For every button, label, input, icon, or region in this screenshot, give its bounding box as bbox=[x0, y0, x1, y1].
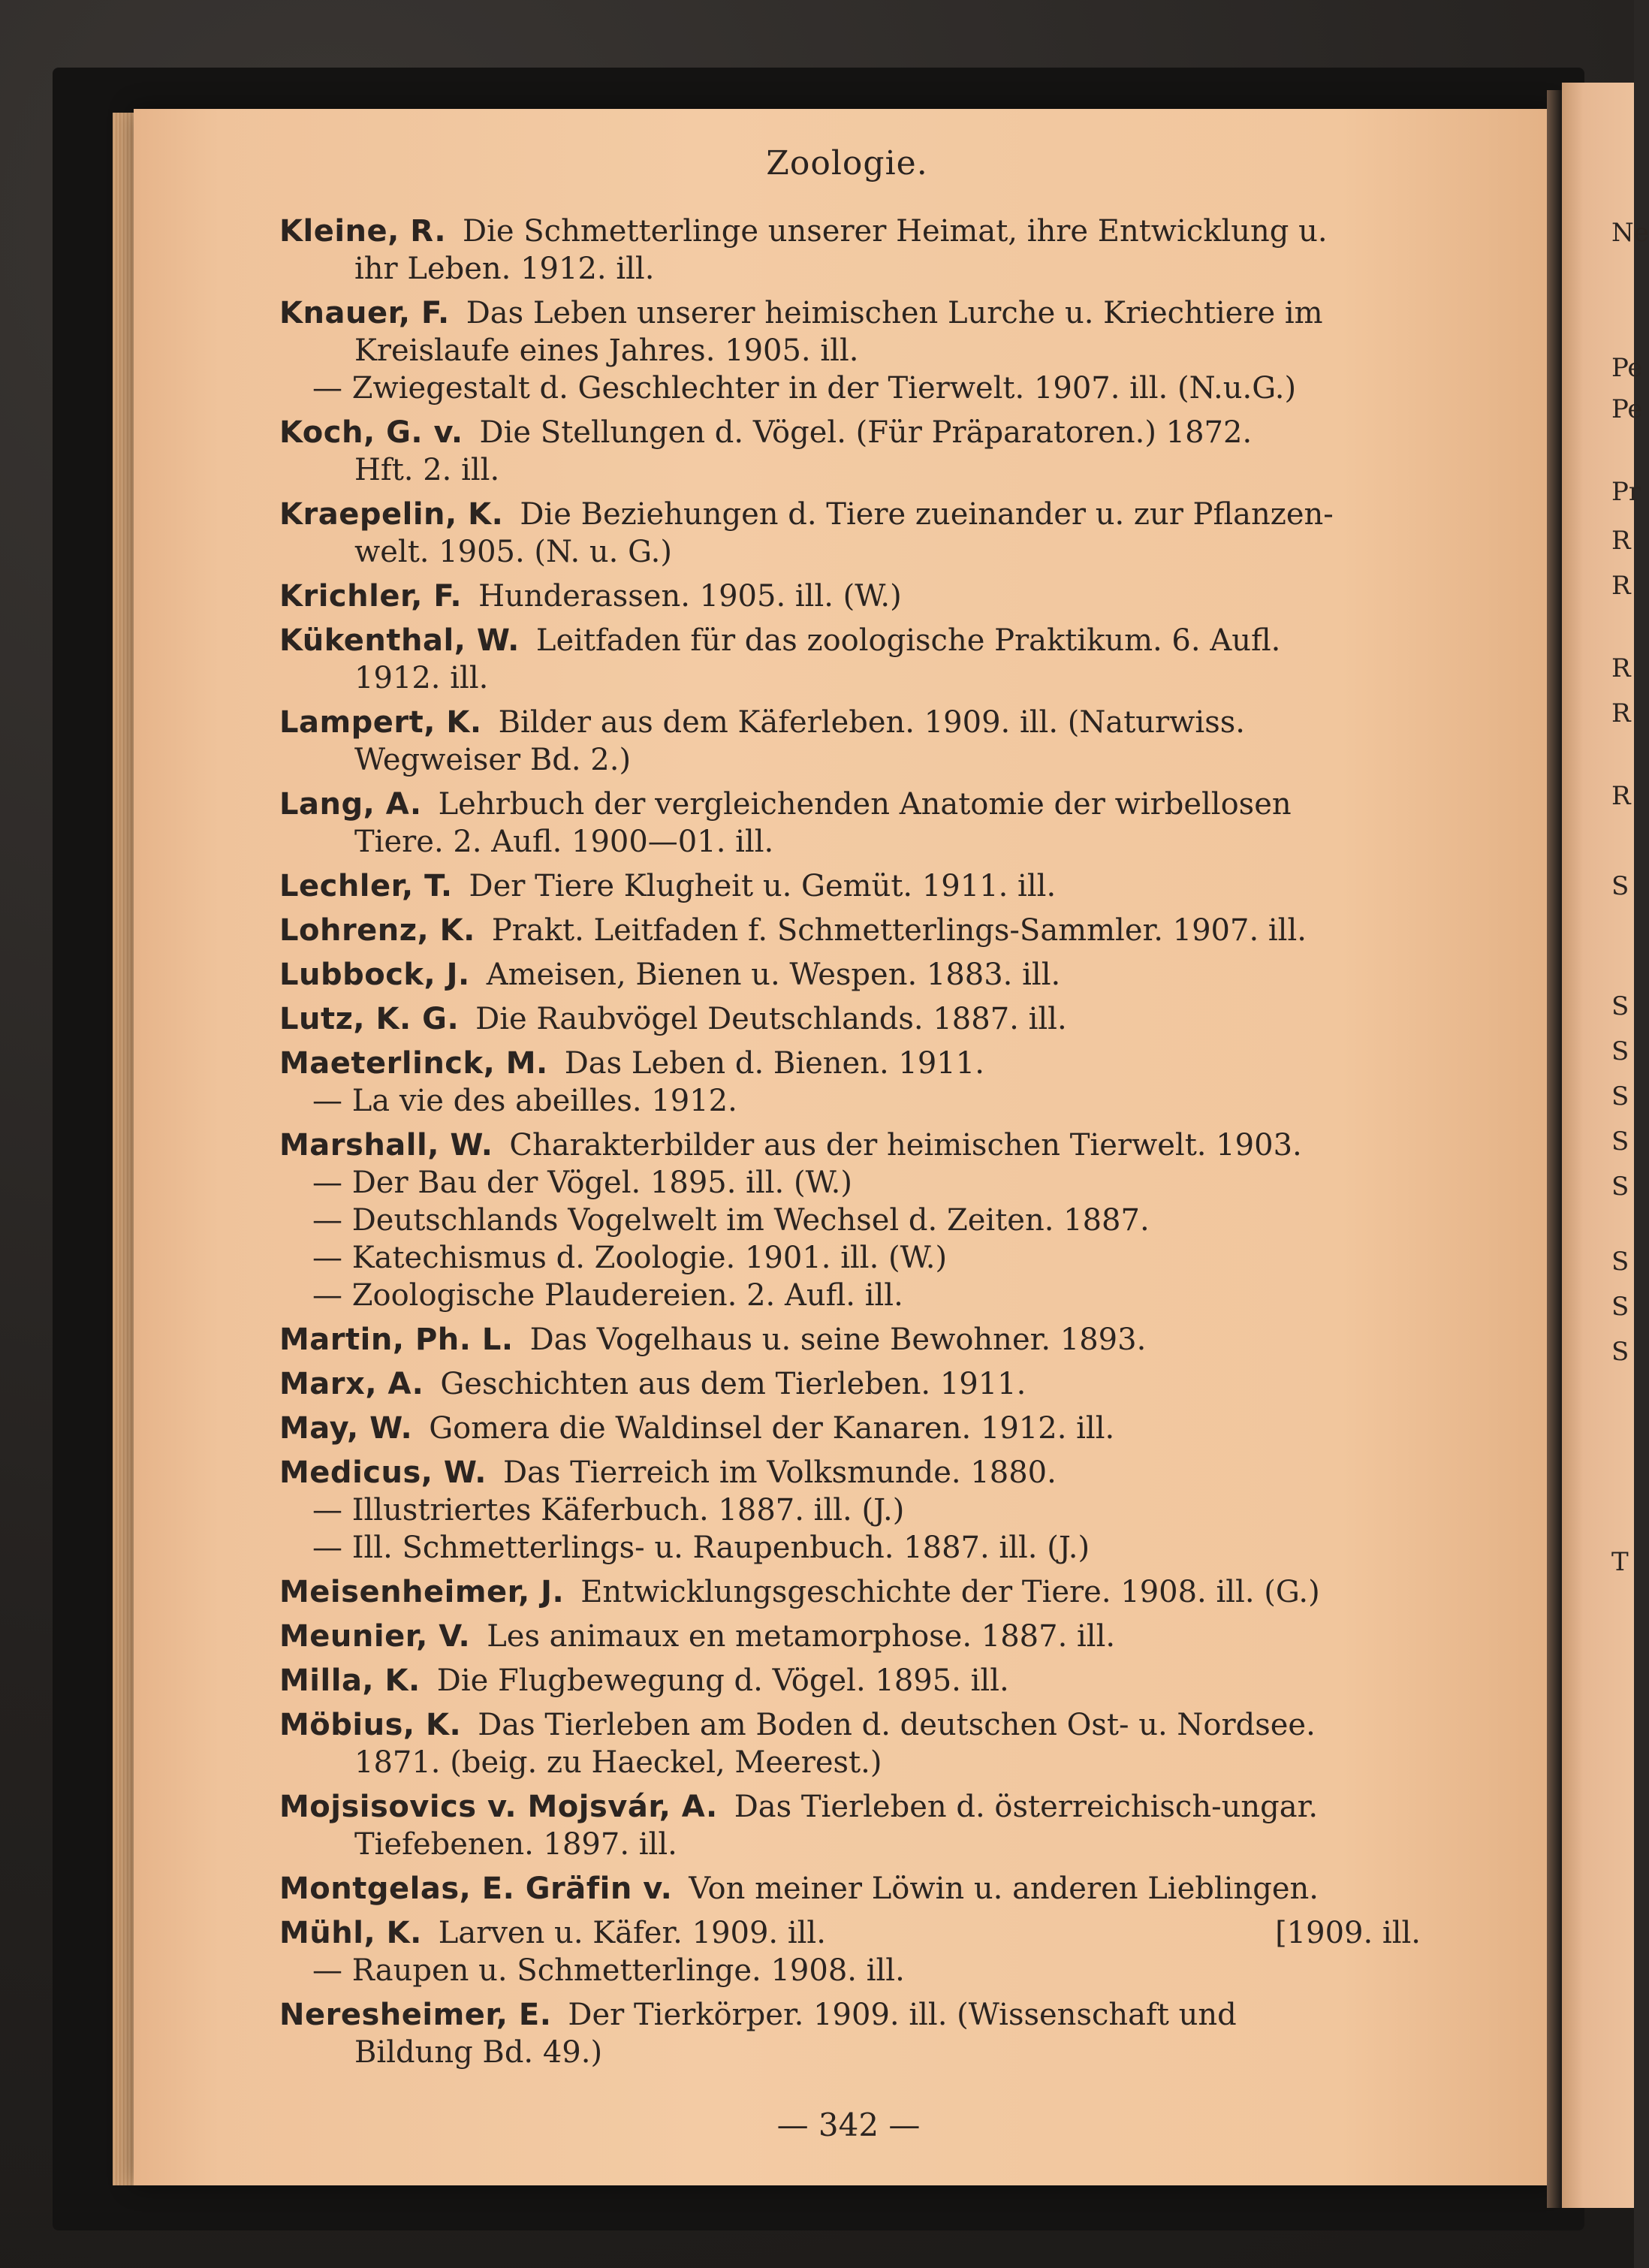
entry-first-line bbox=[279, 704, 1421, 741]
bibliography-entry bbox=[279, 912, 1421, 949]
entry-text: Leitfaden für das zoologische Praktikum. 6. Aufl. bbox=[535, 623, 1281, 658]
bibliography-entry bbox=[279, 1662, 1421, 1699]
adjacent-letter: Pr bbox=[1611, 477, 1641, 507]
author-name: Lang, A. bbox=[279, 787, 422, 822]
adjacent-letter: R bbox=[1611, 526, 1631, 556]
author-name: Milla, K. bbox=[279, 1663, 421, 1698]
bibliography-entry bbox=[279, 956, 1421, 994]
entry-sub-item: — Zoologische Plaudereien. 2. Aufl. ill. bbox=[312, 1278, 903, 1313]
adjacent-letter: S bbox=[1611, 871, 1629, 901]
author-name: Kükenthal, W. bbox=[279, 623, 520, 658]
entry-continuation-line bbox=[279, 741, 1421, 779]
entry-sub-item: — Katechismus d. Zoologie. 1901. ill. (W.) bbox=[312, 1241, 948, 1275]
bibliography-entry bbox=[279, 1870, 1421, 1908]
author-name: Marx, A. bbox=[279, 1367, 424, 1401]
entry-text: Charakterbilder aus der heimischen Tierwelt. 1903. bbox=[509, 1128, 1302, 1163]
adjacent-letter: Pe bbox=[1611, 394, 1643, 424]
bibliography-entry bbox=[279, 1045, 1421, 1120]
bibliography-entry bbox=[279, 1996, 1421, 2071]
entry-continuation-line bbox=[279, 250, 1421, 288]
entry-text: Kreislaufe eines Jahres. 1905. ill. bbox=[354, 333, 859, 368]
entry-first-line bbox=[279, 578, 1421, 615]
entry-text: Die Beziehungen d. Tiere zueinander u. zur Pflanzen- bbox=[520, 497, 1334, 532]
bibliography-entry bbox=[279, 1410, 1421, 1447]
entry-text: Geschichten aus dem Tierleben. 1911. bbox=[440, 1367, 1026, 1401]
adjacent-letter: R bbox=[1611, 698, 1631, 728]
page-header: Zoologie. bbox=[766, 144, 928, 182]
bibliography-entry bbox=[279, 1454, 1421, 1567]
entry-continuation-line bbox=[279, 823, 1421, 861]
entry-text: Das Tierleben am Boden d. deutschen Ost- u. Nordsee. bbox=[478, 1708, 1316, 1742]
entry-first-line bbox=[279, 1454, 1421, 1491]
adjacent-letter: R bbox=[1611, 571, 1631, 601]
entry-continuation-line bbox=[279, 533, 1421, 571]
adjacent-letter: S bbox=[1611, 1172, 1629, 1202]
entry-first-line bbox=[279, 786, 1421, 823]
entry-text: welt. 1905. (N. u. G.) bbox=[354, 535, 672, 569]
entry-text: Von meiner Löwin u. anderen Lieblingen. bbox=[689, 1871, 1319, 1906]
entry-first-line bbox=[279, 1045, 1421, 1082]
adjacent-letter: S bbox=[1611, 1247, 1629, 1277]
entry-first-line bbox=[279, 1321, 1421, 1359]
entry-text: Larven u. Käfer. 1909. ill. bbox=[438, 1916, 826, 1950]
entry-text: Der Tierkörper. 1909. ill. (Wissenschaft und bbox=[568, 1998, 1237, 2032]
entry-continuation-line bbox=[279, 1744, 1421, 1781]
author-name: Meisenheimer, J. bbox=[279, 1575, 565, 1609]
author-name: Neresheimer, E. bbox=[279, 1998, 552, 2032]
author-name: Lampert, K. bbox=[279, 705, 482, 740]
adjacent-letter: S bbox=[1611, 1337, 1629, 1367]
bibliography-entry bbox=[279, 578, 1421, 615]
adjacent-letter: R bbox=[1611, 781, 1631, 811]
author-name: Meunier, V. bbox=[279, 1619, 471, 1654]
entry-text: Les animaux en metamorphose. 1887. ill. bbox=[487, 1619, 1116, 1654]
entry-sub-item: — Ill. Schmetterlings- u. Raupenbuch. 1887. ill. (J.) bbox=[312, 1531, 1090, 1565]
entry-sub-item: — Deutschlands Vogelwelt im Wechsel d. Zeiten. 1887. bbox=[312, 1203, 1150, 1238]
bibliography-entry bbox=[279, 1126, 1421, 1314]
entry-text: Tiefebenen. 1897. ill. bbox=[354, 1827, 677, 1862]
entry-text: Bilder aus dem Käferleben. 1909. ill. (Naturwiss. bbox=[498, 705, 1245, 740]
entry-first-line bbox=[279, 1706, 1421, 1744]
author-name: Mojsisovics v. Mojsvár, A. bbox=[279, 1790, 718, 1824]
entry-text: 1871. (beig. zu Haeckel, Meerest.) bbox=[354, 1745, 882, 1780]
adjacent-letter: R bbox=[1611, 653, 1631, 683]
entry-text: Lehrbuch der vergleichenden Anatomie der wirbellosen bbox=[438, 787, 1292, 822]
bibliography-entry bbox=[279, 294, 1421, 407]
entry-first-line bbox=[279, 1000, 1421, 1038]
entry-continuation-line bbox=[279, 659, 1421, 697]
entry-text: Prakt. Leitfaden f. Schmetterlings-Sammler. 1907. ill. bbox=[491, 913, 1307, 948]
entry-text: Wegweiser Bd. 2.) bbox=[354, 743, 632, 777]
adjacent-letter: S bbox=[1611, 1081, 1629, 1111]
entry-first-line bbox=[279, 1788, 1421, 1826]
entry-continuation-line bbox=[279, 332, 1421, 369]
bibliography-entry bbox=[279, 1000, 1421, 1038]
page-gutter bbox=[1547, 90, 1562, 2208]
entry-continuation-line bbox=[279, 2034, 1421, 2071]
adjacent-letter: S bbox=[1611, 1126, 1629, 1157]
entry-text: Das Vogelhaus u. seine Bewohner. 1893. bbox=[529, 1322, 1147, 1357]
bibliography-entry bbox=[279, 1573, 1421, 1611]
entry-text: Hft. 2. ill. bbox=[354, 453, 500, 487]
entry-text: 1912. ill. bbox=[354, 661, 489, 695]
entry-text: Die Schmetterlinge unserer Heimat, ihre Entwicklung u. bbox=[463, 214, 1328, 249]
entry-text: Das Leben d. Bienen. 1911. bbox=[564, 1046, 984, 1081]
entry-first-line bbox=[279, 414, 1421, 451]
entry-text: Ameisen, Bienen u. Wespen. 1883. ill. bbox=[486, 958, 1061, 992]
adjacent-letter: Pe bbox=[1611, 353, 1643, 383]
bibliography-entry bbox=[279, 1618, 1421, 1655]
bibliography-entry bbox=[279, 1321, 1421, 1359]
entry-first-line bbox=[279, 294, 1421, 332]
adjacent-letter: S bbox=[1611, 1036, 1629, 1066]
author-name: Mühl, K. bbox=[279, 1916, 422, 1950]
entry-text: Die Flugbewegung d. Vögel. 1895. ill. bbox=[436, 1663, 1009, 1698]
author-name: Möbius, K. bbox=[279, 1708, 462, 1742]
entry-first-line bbox=[279, 1126, 1421, 1164]
author-name: May, W. bbox=[279, 1411, 413, 1446]
entry-text: Gomera die Waldinsel der Kanaren. 1912. ill. bbox=[429, 1411, 1115, 1446]
entry-first-line bbox=[279, 496, 1421, 533]
entry-text: Hunderassen. 1905. ill. (W.) bbox=[478, 579, 902, 614]
entry-first-line bbox=[279, 1618, 1421, 1655]
entry-first-line bbox=[279, 1914, 1421, 1952]
entry-first-line bbox=[279, 912, 1421, 949]
author-name: Krichler, F. bbox=[279, 579, 463, 614]
entry-first-line bbox=[279, 956, 1421, 994]
author-name: Koch, G. v. bbox=[279, 415, 463, 450]
author-name: Montgelas, E. Gräfin v. bbox=[279, 1871, 673, 1906]
adjacent-letter: S bbox=[1611, 1292, 1629, 1322]
entry-sub-item: — Raupen u. Schmetterlinge. 1908. ill. bbox=[312, 1953, 905, 1988]
author-name: Lohrenz, K. bbox=[279, 913, 475, 948]
bibliography-entry bbox=[279, 1706, 1421, 1781]
bibliography-entry bbox=[279, 1365, 1421, 1403]
entry-sub-item: — La vie des abeilles. 1912. bbox=[312, 1084, 737, 1118]
entry-first-line bbox=[279, 1870, 1421, 1908]
entry-continuation-line bbox=[279, 1826, 1421, 1863]
bibliography-entry bbox=[279, 496, 1421, 571]
entry-text: Die Raubvögel Deutschlands. 1887. ill. bbox=[475, 1002, 1067, 1036]
entry-text: Entwicklungsgeschichte der Tiere. 1908. ill. (G.) bbox=[580, 1575, 1320, 1609]
bibliography-entry bbox=[279, 786, 1421, 861]
bibliography-entry bbox=[279, 414, 1421, 489]
bibliography-entry bbox=[279, 1788, 1421, 1863]
entry-first-line bbox=[279, 1573, 1421, 1611]
entry-text: Das Tierleben d. österreichisch-ungar. bbox=[734, 1790, 1319, 1824]
author-name: Lechler, T. bbox=[279, 869, 453, 903]
entry-text: Das Tierreich im Volksmunde. 1880. bbox=[502, 1455, 1057, 1490]
bibliography-entry bbox=[279, 1914, 1421, 1989]
bibliography-list bbox=[279, 213, 1421, 2078]
entry-text: Die Stellungen d. Vögel. (Für Präparatoren.) 1872. bbox=[479, 415, 1253, 450]
entry-first-line bbox=[279, 622, 1421, 659]
entry-overflow-text: [1909. ill. bbox=[1275, 1916, 1421, 1950]
bibliography-entry bbox=[279, 867, 1421, 905]
entry-sub-item: — Zwiegestalt d. Geschlechter in der Tierwelt. 1907. ill. (N.u.G.) bbox=[312, 371, 1297, 406]
adjacent-letter: T bbox=[1611, 1547, 1629, 1577]
entry-text: Der Tiere Klugheit u. Gemüt. 1911. ill. bbox=[469, 869, 1057, 903]
bibliography-entry bbox=[279, 213, 1421, 288]
author-name: Marshall, W. bbox=[279, 1128, 493, 1163]
entry-first-line bbox=[279, 1662, 1421, 1699]
author-name: Kraepelin, K. bbox=[279, 497, 504, 532]
entry-first-line bbox=[279, 1996, 1421, 2034]
entry-first-line bbox=[279, 867, 1421, 905]
adjacent-letter: S bbox=[1611, 991, 1629, 1021]
bibliography-entry bbox=[279, 622, 1421, 697]
entry-text: ihr Leben. 1912. ill. bbox=[354, 252, 655, 286]
author-name: Lubbock, J. bbox=[279, 958, 470, 992]
author-name: Kleine, R. bbox=[279, 214, 447, 249]
author-name: Maeterlinck, M. bbox=[279, 1046, 548, 1081]
entry-text: Bildung Bd. 49.) bbox=[354, 2035, 603, 2070]
adjacent-letter: Ne bbox=[1611, 218, 1649, 248]
author-name: Martin, Ph. L. bbox=[279, 1322, 514, 1357]
entry-sub-item: — Illustriertes Käferbuch. 1887. ill. (J.) bbox=[312, 1493, 905, 1528]
entry-first-line bbox=[279, 213, 1421, 250]
entry-first-line bbox=[279, 1365, 1421, 1403]
bibliography-entry bbox=[279, 704, 1421, 779]
entry-sub-item: — Der Bau der Vögel. 1895. ill. (W.) bbox=[312, 1166, 853, 1200]
author-name: Lutz, K. G. bbox=[279, 1002, 460, 1036]
page-number: — 342 — bbox=[776, 2107, 921, 2143]
entry-text: Tiere. 2. Aufl. 1900—01. ill. bbox=[354, 825, 774, 859]
author-name: Medicus, W. bbox=[279, 1455, 487, 1490]
entry-text: Das Leben unserer heimischen Lurche u. Kriechtiere im bbox=[466, 296, 1323, 330]
author-name: Knauer, F. bbox=[279, 296, 450, 330]
entry-first-line bbox=[279, 1410, 1421, 1447]
entry-continuation-line bbox=[279, 451, 1421, 489]
